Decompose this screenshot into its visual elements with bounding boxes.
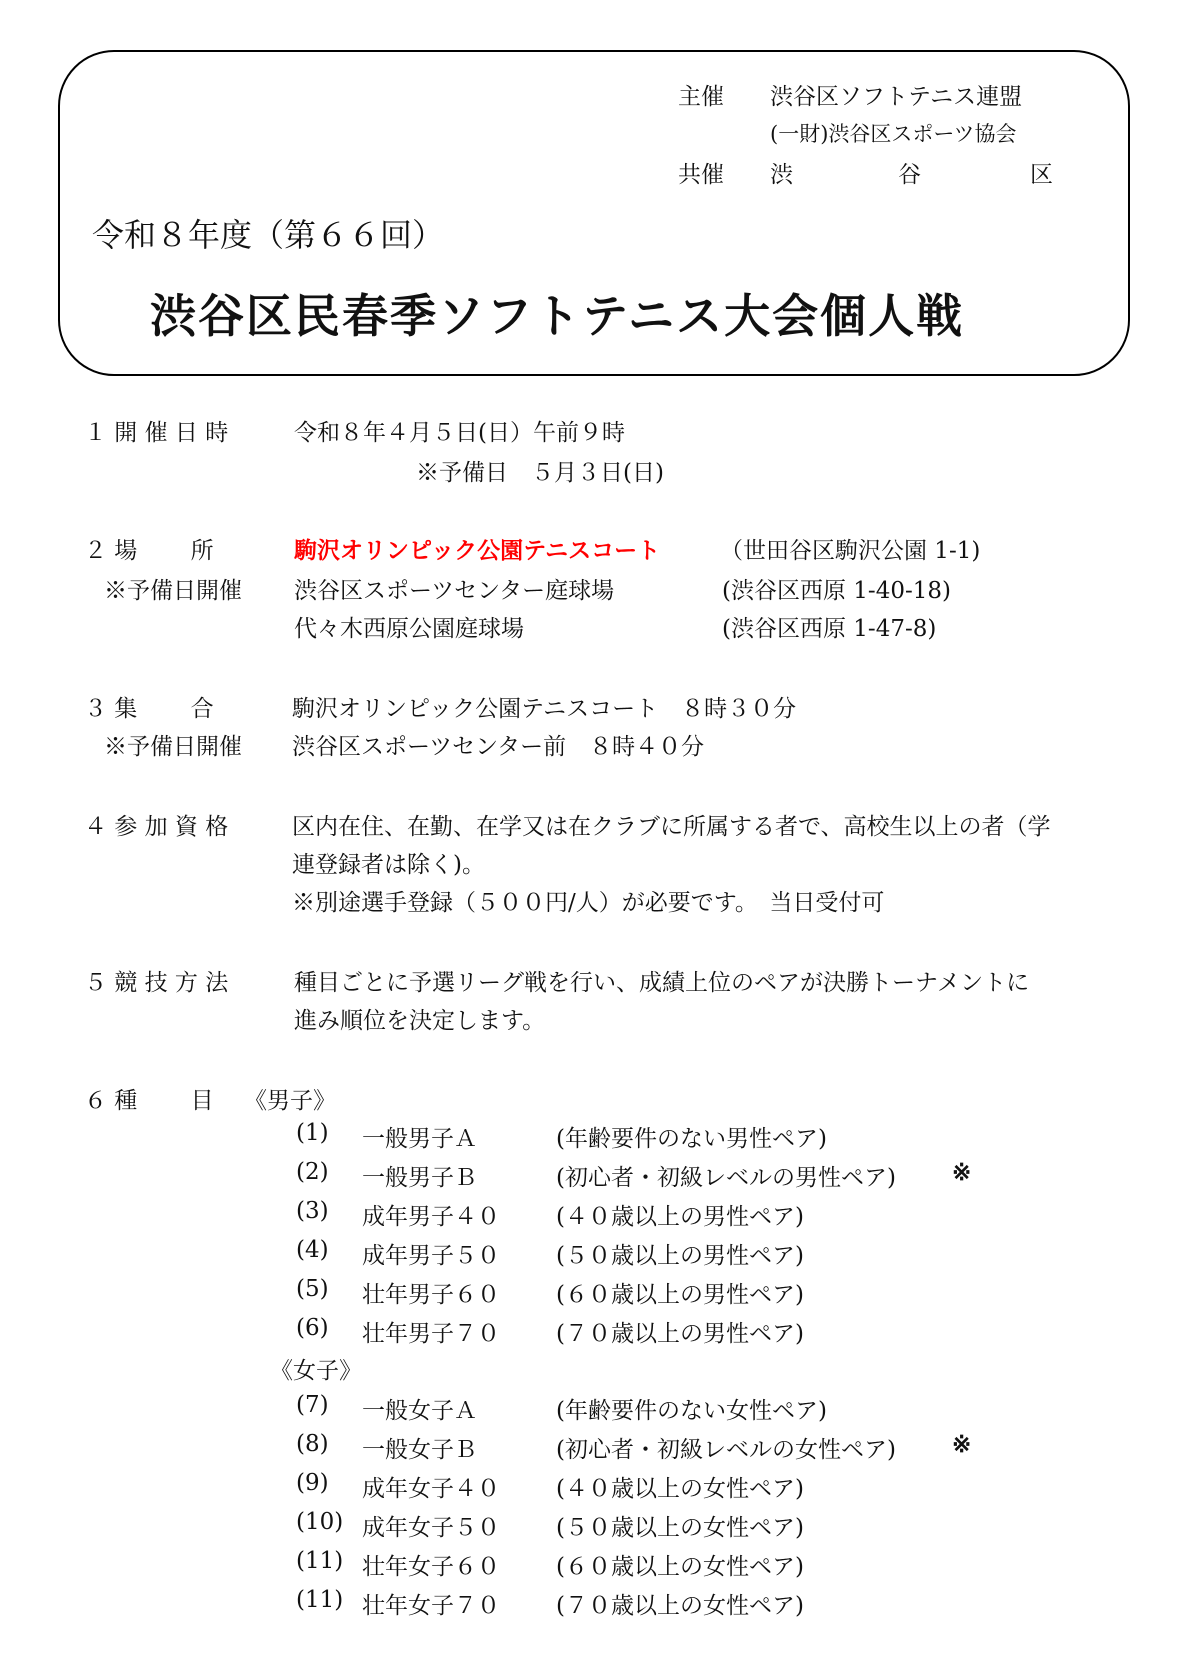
event-description: (６０歳以上の女性ペア): [556, 1554, 804, 1580]
venue-main-name: 駒沢オリンピック公園テニスコート: [294, 538, 661, 564]
venue-reserve-label: ※予備日開催: [104, 578, 242, 604]
event-name: 成年男子５０: [362, 1243, 500, 1269]
event-mark: ※: [952, 1431, 972, 1458]
assembly-label: ３ 集 合: [84, 696, 214, 722]
event-number: (6): [296, 1315, 329, 1341]
event-name: 一般女子Ａ: [362, 1398, 477, 1424]
event-description: (５０歳以上の女性ペア): [556, 1515, 804, 1541]
event-number: (4): [296, 1237, 329, 1263]
venue-reserve-2-name: 代々木西原公園庭球場: [294, 616, 524, 642]
venue-reserve-1-address: (渋谷区西原 1-40-18): [722, 578, 951, 604]
event-description: (初心者・初級レベルの女性ペア): [556, 1437, 896, 1463]
cosponsor-char-3: 区: [1030, 162, 1053, 188]
eligibility-label: ４ 参 加 資 格: [84, 814, 229, 840]
assembly-main: 駒沢オリンピック公園テニスコート ８時３０分: [292, 696, 797, 722]
event-description: (７０歳以上の男性ペア): [556, 1321, 804, 1347]
event-number: (2): [296, 1159, 329, 1185]
edition: 令和８年度（第６６回）: [92, 216, 445, 254]
event-description: (初心者・初級レベルの男性ペア): [556, 1165, 896, 1191]
cosponsor-char-1: 渋: [770, 162, 793, 188]
cosponsor-label: 共催: [678, 162, 724, 188]
event-name: 成年女子５０: [362, 1515, 500, 1541]
event-number: (11): [296, 1548, 344, 1574]
date-reserve: ※予備日 ５月３日(日): [416, 460, 664, 486]
events-label: ６ 種 目: [84, 1088, 214, 1114]
men-heading: 《男子》: [244, 1088, 336, 1114]
event-description: (５０歳以上の男性ペア): [556, 1243, 804, 1269]
event-name: 一般女子Ｂ: [362, 1437, 477, 1463]
venue-label: ２ 場 所: [84, 538, 214, 564]
event-description: (７０歳以上の女性ペア): [556, 1593, 804, 1619]
event-name: 成年男子４０: [362, 1204, 500, 1230]
event-number: (1): [296, 1120, 329, 1146]
organizer-label: 主催: [678, 84, 724, 110]
event-number: (8): [296, 1431, 329, 1457]
event-description: (年齢要件のない女性ペア): [556, 1398, 827, 1424]
event-name: 壮年男子６０: [362, 1282, 500, 1308]
date-label: １ 開 催 日 時: [84, 420, 229, 446]
event-name: 壮年女子７０: [362, 1593, 500, 1619]
event-description: (４０歳以上の男性ペア): [556, 1204, 804, 1230]
event-mark: ※: [952, 1159, 972, 1186]
date-main: 令和８年４月５日(日）午前９時: [294, 420, 625, 446]
method-line-2: 進み順位を決定します。: [294, 1008, 546, 1034]
venue-main-address: （世田谷区駒沢公園 1-1): [720, 538, 981, 564]
venue-reserve-2-address: (渋谷区西原 1-47-8): [722, 616, 937, 642]
event-number: (9): [296, 1470, 329, 1496]
event-name: 壮年女子６０: [362, 1554, 500, 1580]
event-name: 一般男子Ａ: [362, 1126, 477, 1152]
eligibility-line-2: 連登録者は除く)。: [292, 852, 485, 878]
event-description: (６０歳以上の男性ペア): [556, 1282, 804, 1308]
event-name: 壮年男子７０: [362, 1321, 500, 1347]
assembly-reserve-label: ※予備日開催: [104, 734, 242, 760]
cosponsor-char-2: 谷: [898, 162, 921, 188]
event-number: (7): [296, 1392, 329, 1418]
eligibility-line-3: ※別途選手登録（５００円/人）が必要です。 当日受付可: [292, 890, 885, 916]
method-label: ５ 競 技 方 法: [84, 970, 229, 996]
women-heading: 《女子》: [270, 1358, 362, 1384]
organizer-1: 渋谷区ソフトテニス連盟: [770, 84, 1023, 110]
venue-reserve-1-name: 渋谷区スポーツセンター庭球場: [294, 578, 615, 604]
assembly-reserve: 渋谷区スポーツセンター前 ８時４０分: [292, 734, 705, 760]
event-number: (10): [296, 1509, 344, 1535]
eligibility-line-1: 区内在住、在勤、在学又は在クラブに所属する者で、高校生以上の者（学: [292, 814, 1051, 840]
event-description: (４０歳以上の女性ペア): [556, 1476, 804, 1502]
page-title: 渋谷区民春季ソフトテニス大会個人戦: [150, 289, 965, 343]
method-line-1: 種目ごとに予選リーグ戦を行い、成績上位のペアが決勝トーナメントに: [294, 970, 1030, 996]
event-name: 成年女子４０: [362, 1476, 500, 1502]
event-description: (年齢要件のない男性ペア): [556, 1126, 827, 1152]
event-number: (3): [296, 1198, 329, 1224]
event-name: 一般男子Ｂ: [362, 1165, 477, 1191]
event-number: (5): [296, 1276, 329, 1302]
event-number: (11): [296, 1587, 344, 1613]
organizer-2: (一財)渋谷区スポーツ協会: [770, 122, 1017, 146]
